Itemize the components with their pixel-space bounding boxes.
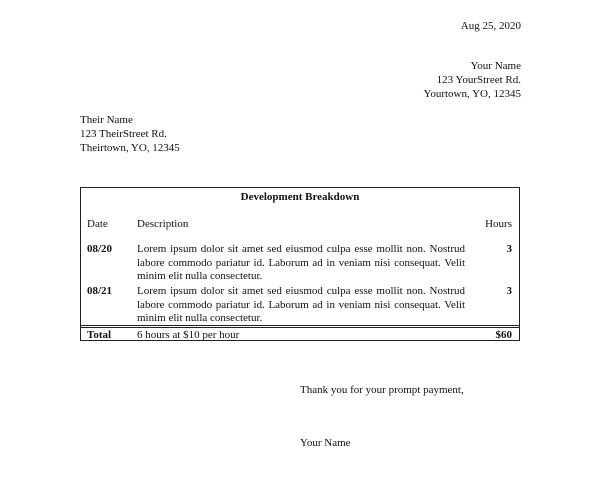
recipient-address [80, 113, 180, 155]
header-date: Date [87, 218, 108, 230]
table-row [81, 285, 519, 327]
header-description: Description [137, 218, 189, 230]
row-date: 08/21 [87, 285, 113, 297]
development-breakdown-table [80, 187, 520, 341]
total-amount: $60 [495, 329, 512, 341]
recipient-name: Their Name [80, 114, 133, 126]
row-hours: 3 [506, 285, 512, 297]
row-date: 08/20 [87, 243, 113, 255]
recipient-street: 123 TheirStreet Rd. [80, 128, 167, 140]
total-label: Total [87, 329, 112, 341]
table-body [81, 243, 519, 327]
table-total-row [81, 325, 519, 341]
total-description: 6 hours at $10 per hour [137, 329, 240, 341]
table-header-row [81, 217, 519, 231]
sender-street: 123 YourStreet Rd. [436, 74, 521, 86]
sender-name: Your Name [470, 60, 521, 72]
signature-name: Your Name [300, 437, 351, 449]
table-row [81, 243, 519, 285]
letter-date: Aug 25, 2020 [460, 20, 521, 32]
recipient-city: Theirtown, YO, 12345 [80, 142, 180, 154]
header-hours: Hours [485, 218, 512, 230]
table-title: Development Breakdown [240, 191, 360, 203]
closing-line: Thank you for your prompt payment, [300, 384, 464, 396]
row-hours: 3 [506, 243, 512, 255]
row-description: Lorem ipsum dolor sit amet sed eiusmod culpa esse mollit non. Nostrud labore commodo pariatur id. Laborum ad in veniam nisi consequat. Velit minim elit nulla consectetur. [137, 243, 465, 282]
sender-city: Yourtown, YO, 12345 [423, 88, 521, 100]
sender-address [424, 59, 522, 101]
row-description: Lorem ipsum dolor sit amet sed eiusmod culpa esse mollit non. Nostrud labore commodo pariatur id. Laborum ad in veniam nisi consequat. Velit minim elit nulla consectetur. [137, 285, 465, 324]
